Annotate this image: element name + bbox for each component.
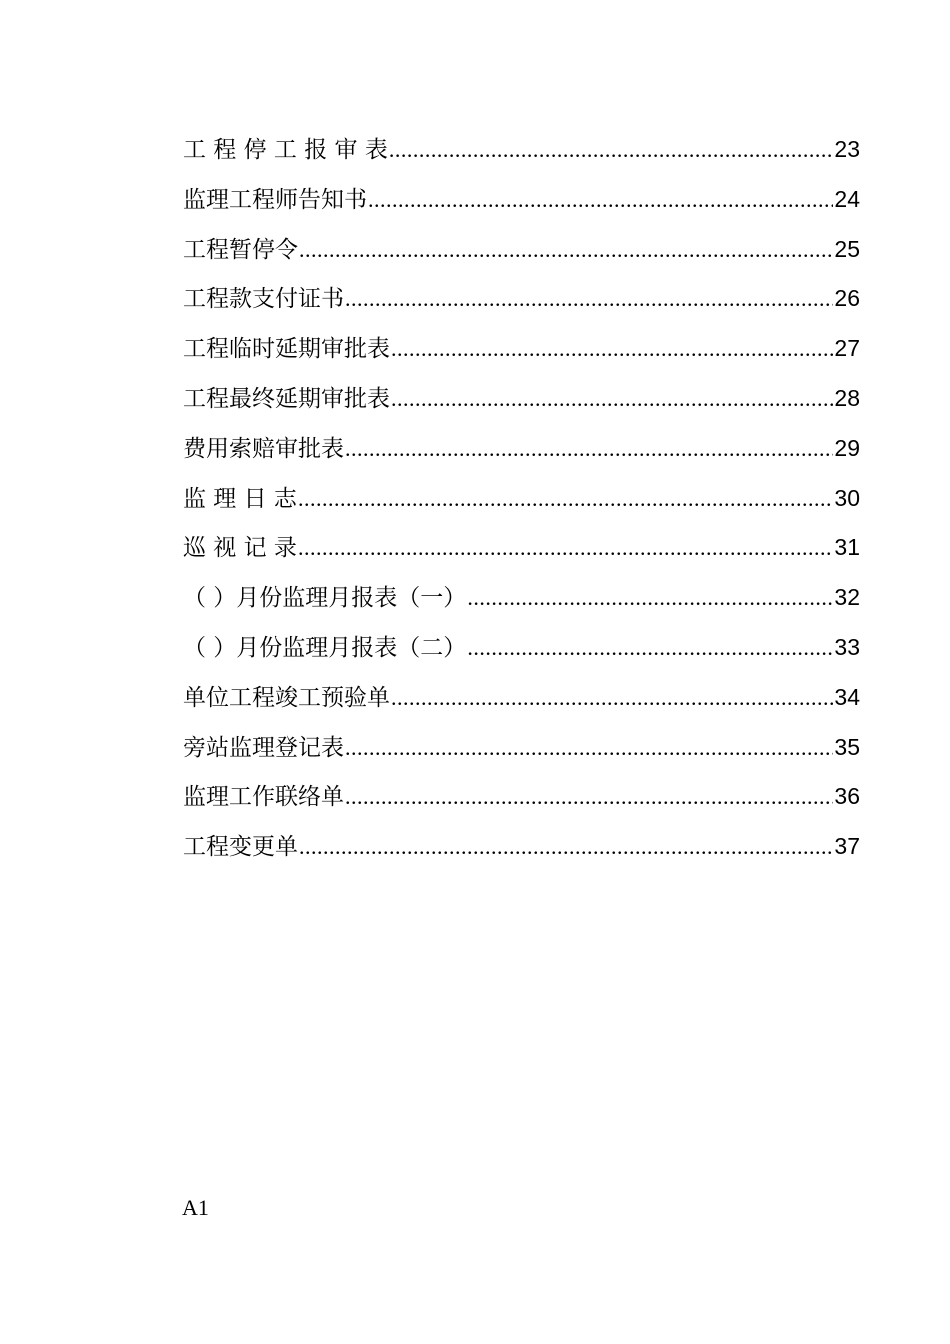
toc-entry[interactable] (183, 822, 860, 872)
toc-entry-page: 28 (834, 384, 860, 411)
toc-entry-title: 工程最终延期审批表 (183, 385, 390, 412)
toc-entry-title: 监理工程师告知书 (183, 186, 367, 213)
toc-entry[interactable] (183, 723, 860, 773)
toc-entry-title: 监 理 日 志 (183, 485, 297, 512)
toc-entry[interactable] (183, 424, 860, 474)
toc-dot-leader (345, 723, 833, 773)
toc-entry[interactable] (183, 175, 860, 225)
toc-dot-leader (391, 673, 833, 723)
toc-entry-title: 工程款支付证书 (183, 286, 344, 313)
toc-entry[interactable] (183, 623, 860, 673)
toc-entry-title: 监理工作联络单 (183, 784, 344, 811)
toc-entry[interactable] (183, 772, 860, 822)
toc-entry-page: 37 (834, 833, 860, 860)
toc-entry[interactable] (183, 274, 860, 324)
toc-entry-title: 费用索赔审批表 (183, 435, 344, 462)
toc-entry-page: 25 (834, 235, 860, 262)
toc-entry-page: 31 (834, 534, 860, 561)
toc-dot-leader (467, 623, 833, 673)
toc-dot-leader (368, 175, 833, 225)
toc-entry-page: 33 (834, 633, 860, 660)
toc-entry-title: 旁站监理登记表 (183, 734, 344, 761)
toc-dot-leader (298, 474, 833, 524)
toc-entry-title: 工程暂停令 (183, 236, 298, 263)
toc-entry-title: 巡 视 记 录 (183, 535, 297, 562)
toc-entry-page: 35 (834, 733, 860, 760)
toc-dot-leader (389, 125, 834, 175)
toc-entry-page: 29 (834, 434, 860, 461)
toc-entry-page: 23 (834, 136, 860, 162)
toc-entry-page: 32 (834, 584, 860, 611)
toc-entry[interactable] (183, 324, 860, 374)
toc-entry-page: 36 (834, 783, 860, 810)
toc-entry[interactable] (183, 125, 860, 175)
toc-dot-leader (391, 374, 833, 424)
toc-dot-leader (299, 225, 833, 275)
toc-dot-leader (299, 822, 833, 872)
toc-entry[interactable] (183, 523, 860, 573)
table-of-contents (183, 125, 860, 872)
toc-dot-leader (391, 324, 833, 374)
toc-entry-title: （ ）月份监理月报表（二） (183, 634, 467, 661)
toc-entry-title: 工 程 停 工 报 审 表 (183, 137, 388, 163)
toc-dot-leader (345, 424, 833, 474)
toc-entry-page: 26 (834, 285, 860, 312)
toc-entry-page: 27 (834, 335, 860, 362)
toc-entry-page: 24 (834, 185, 860, 212)
toc-entry[interactable] (183, 673, 860, 723)
toc-entry-page: 30 (834, 484, 860, 511)
toc-entry-title: 单位工程竣工预验单 (183, 684, 390, 711)
toc-entry[interactable] (183, 374, 860, 424)
toc-dot-leader (467, 573, 833, 623)
page-footer-label: A1 (182, 1195, 209, 1220)
toc-entry-title: 工程临时延期审批表 (183, 336, 390, 363)
toc-entry-title: （ ）月份监理月报表（一） (183, 585, 467, 612)
toc-entry[interactable] (183, 225, 860, 275)
toc-entry-title: 工程变更单 (183, 834, 298, 861)
toc-dot-leader (345, 772, 833, 822)
toc-dot-leader (298, 523, 833, 573)
toc-entry-page: 34 (834, 683, 860, 710)
toc-dot-leader (345, 274, 833, 324)
toc-entry[interactable] (183, 474, 860, 524)
toc-entry[interactable] (183, 573, 860, 623)
